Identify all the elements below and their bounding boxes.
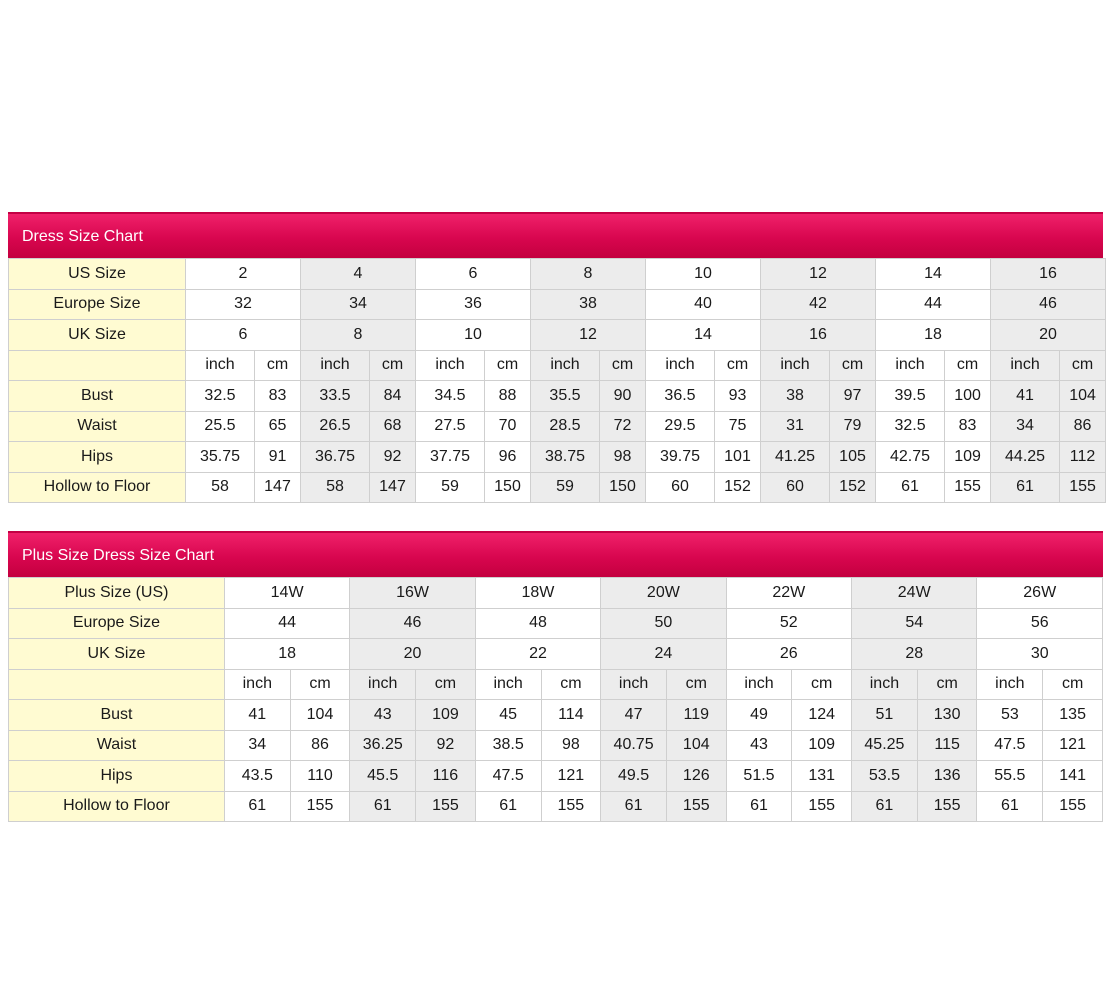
measurement-cell: 150	[485, 472, 531, 503]
measurement-cell: 53.5	[852, 761, 918, 792]
measurement-cell: 110	[290, 761, 350, 792]
row-label: Waist	[9, 730, 225, 761]
measurement-cell: 155	[917, 791, 977, 822]
size-cell: 22W	[726, 578, 851, 609]
measurement-cell: 135	[1043, 700, 1103, 731]
plus-size-table	[8, 577, 1103, 822]
measurement-cell: 97	[830, 381, 876, 412]
measurement-cell: 29.5	[646, 411, 715, 442]
size-cell: 26W	[977, 578, 1103, 609]
measurement-cell: 61	[876, 472, 945, 503]
measurement-cell: 131	[792, 761, 852, 792]
table-row	[9, 472, 1106, 503]
size-cell: 48	[475, 608, 600, 639]
measurement-cell: 91	[255, 442, 301, 473]
measurement-cell: 68	[370, 411, 416, 442]
size-cell: 16W	[350, 578, 475, 609]
measurement-cell: 41.25	[761, 442, 830, 473]
size-cell: 32	[186, 289, 301, 320]
measurement-cell: inch	[416, 350, 485, 381]
size-cell: 24	[601, 639, 726, 670]
measurement-cell: cm	[290, 669, 350, 700]
measurement-cell: 40.75	[601, 730, 667, 761]
measurement-cell: 32.5	[186, 381, 255, 412]
size-cell: 36	[416, 289, 531, 320]
measurement-cell: cm	[255, 350, 301, 381]
measurement-cell: 86	[290, 730, 350, 761]
measurement-cell: 36.5	[646, 381, 715, 412]
table-row	[9, 289, 1106, 320]
table-row	[9, 578, 1103, 609]
measurement-cell: 37.75	[416, 442, 485, 473]
size-cell: 16	[991, 259, 1106, 290]
measurement-cell: 92	[416, 730, 476, 761]
measurement-cell: 47.5	[475, 761, 541, 792]
table-row	[9, 730, 1103, 761]
size-cell: 20W	[601, 578, 726, 609]
size-cell: 46	[991, 289, 1106, 320]
row-label: Hips	[9, 442, 186, 473]
table-row	[9, 350, 1106, 381]
measurement-cell: 150	[600, 472, 646, 503]
measurement-cell: 155	[666, 791, 726, 822]
measurement-cell: 155	[792, 791, 852, 822]
measurement-cell: 42.75	[876, 442, 945, 473]
dress-size-table	[8, 258, 1106, 503]
size-cell: 44	[876, 289, 991, 320]
measurement-cell: inch	[991, 350, 1060, 381]
measurement-cell: 34	[224, 730, 290, 761]
size-cell: 26	[726, 639, 851, 670]
measurement-cell: inch	[977, 669, 1043, 700]
row-label: Hollow to Floor	[9, 472, 186, 503]
measurement-cell: 72	[600, 411, 646, 442]
size-cell: 10	[646, 259, 761, 290]
measurement-cell: 109	[792, 730, 852, 761]
measurement-cell: 88	[485, 381, 531, 412]
measurement-cell: 104	[290, 700, 350, 731]
measurement-cell: 43	[350, 700, 416, 731]
measurement-cell: inch	[646, 350, 715, 381]
measurement-cell: 90	[600, 381, 646, 412]
measurement-cell: cm	[600, 350, 646, 381]
table-row	[9, 259, 1106, 290]
size-cell: 50	[601, 608, 726, 639]
measurement-cell: 104	[666, 730, 726, 761]
measurement-cell: inch	[601, 669, 667, 700]
measurement-cell: 45	[475, 700, 541, 731]
measurement-cell: inch	[852, 669, 918, 700]
measurement-cell: 41	[224, 700, 290, 731]
size-cell: 28	[852, 639, 977, 670]
measurement-cell: cm	[830, 350, 876, 381]
size-cell: 20	[350, 639, 475, 670]
measurement-cell: 155	[416, 791, 476, 822]
measurement-cell: cm	[370, 350, 416, 381]
row-label: Plus Size (US)	[9, 578, 225, 609]
measurement-cell: 61	[224, 791, 290, 822]
size-cell: 14W	[224, 578, 349, 609]
table-row	[9, 791, 1103, 822]
measurement-cell: 155	[945, 472, 991, 503]
measurement-cell: cm	[416, 669, 476, 700]
size-cell: 30	[977, 639, 1103, 670]
measurement-cell: 58	[186, 472, 255, 503]
measurement-cell: inch	[186, 350, 255, 381]
size-cell: 24W	[852, 578, 977, 609]
measurement-cell: 47.5	[977, 730, 1043, 761]
measurement-cell: 65	[255, 411, 301, 442]
measurement-cell: inch	[475, 669, 541, 700]
table-row	[9, 320, 1106, 351]
size-cell: 56	[977, 608, 1103, 639]
measurement-cell: 116	[416, 761, 476, 792]
size-cell: 6	[186, 320, 301, 351]
measurement-cell: 83	[255, 381, 301, 412]
measurement-cell: inch	[876, 350, 945, 381]
measurement-cell: 147	[370, 472, 416, 503]
table-row	[9, 639, 1103, 670]
size-cell: 10	[416, 320, 531, 351]
row-label: Bust	[9, 381, 186, 412]
measurement-cell: 141	[1043, 761, 1103, 792]
measurement-cell: 35.5	[531, 381, 600, 412]
measurement-cell: 155	[1060, 472, 1106, 503]
measurement-cell: 147	[255, 472, 301, 503]
measurement-cell: 45.25	[852, 730, 918, 761]
measurement-cell: 36.75	[301, 442, 370, 473]
measurement-cell: 49	[726, 700, 792, 731]
measurement-cell: inch	[531, 350, 600, 381]
row-label	[9, 669, 225, 700]
measurement-cell: cm	[945, 350, 991, 381]
measurement-cell: 25.5	[186, 411, 255, 442]
measurement-cell: 130	[917, 700, 977, 731]
size-cell: 12	[761, 259, 876, 290]
measurement-cell: 83	[945, 411, 991, 442]
table-row	[9, 442, 1106, 473]
size-cell: 52	[726, 608, 851, 639]
plus-size-chart	[8, 531, 1103, 822]
size-cell: 8	[531, 259, 646, 290]
table-row	[9, 608, 1103, 639]
size-cell: 42	[761, 289, 876, 320]
measurement-cell: 115	[917, 730, 977, 761]
row-label: US Size	[9, 259, 186, 290]
measurement-cell: 86	[1060, 411, 1106, 442]
measurement-cell: 114	[541, 700, 601, 731]
table-row	[9, 669, 1103, 700]
measurement-cell: 34	[991, 411, 1060, 442]
measurement-cell: 39.5	[876, 381, 945, 412]
measurement-cell: 61	[350, 791, 416, 822]
size-cell: 20	[991, 320, 1106, 351]
table-row	[9, 381, 1106, 412]
size-cell: 18W	[475, 578, 600, 609]
measurement-cell: 45.5	[350, 761, 416, 792]
measurement-cell: 101	[715, 442, 761, 473]
row-label	[9, 350, 186, 381]
row-label: Waist	[9, 411, 186, 442]
measurement-cell: 51.5	[726, 761, 792, 792]
size-cell: 46	[350, 608, 475, 639]
measurement-cell: 121	[541, 761, 601, 792]
measurement-cell: 61	[601, 791, 667, 822]
row-label: Hips	[9, 761, 225, 792]
row-label: Europe Size	[9, 289, 186, 320]
measurement-cell: 100	[945, 381, 991, 412]
measurement-cell: 33.5	[301, 381, 370, 412]
measurement-cell: 36.25	[350, 730, 416, 761]
dress-size-chart	[8, 212, 1103, 503]
size-cell: 18	[224, 639, 349, 670]
measurement-cell: 61	[852, 791, 918, 822]
measurement-cell: 43.5	[224, 761, 290, 792]
size-cell: 14	[876, 259, 991, 290]
measurement-cell: 126	[666, 761, 726, 792]
size-cell: 54	[852, 608, 977, 639]
measurement-cell: 124	[792, 700, 852, 731]
measurement-cell: 155	[290, 791, 350, 822]
measurement-cell: 60	[646, 472, 715, 503]
measurement-cell: inch	[726, 669, 792, 700]
size-cell: 2	[186, 259, 301, 290]
row-label: UK Size	[9, 320, 186, 351]
size-cell: 44	[224, 608, 349, 639]
table-row	[9, 700, 1103, 731]
measurement-cell: 60	[761, 472, 830, 503]
measurement-cell: 44.25	[991, 442, 1060, 473]
measurement-cell: 47	[601, 700, 667, 731]
measurement-cell: 32.5	[876, 411, 945, 442]
row-label: Bust	[9, 700, 225, 731]
measurement-cell: cm	[485, 350, 531, 381]
measurement-cell: 105	[830, 442, 876, 473]
measurement-cell: 39.75	[646, 442, 715, 473]
measurement-cell: 58	[301, 472, 370, 503]
measurement-cell: 61	[475, 791, 541, 822]
measurement-cell: cm	[715, 350, 761, 381]
measurement-cell: 26.5	[301, 411, 370, 442]
measurement-cell: 98	[541, 730, 601, 761]
measurement-cell: 109	[416, 700, 476, 731]
measurement-cell: 61	[726, 791, 792, 822]
dress-size-chart-title: Dress Size Chart	[8, 212, 1103, 258]
measurement-cell: 27.5	[416, 411, 485, 442]
measurement-cell: 112	[1060, 442, 1106, 473]
size-cell: 6	[416, 259, 531, 290]
measurement-cell: 152	[715, 472, 761, 503]
measurement-cell: 59	[416, 472, 485, 503]
measurement-cell: 79	[830, 411, 876, 442]
measurement-cell: 152	[830, 472, 876, 503]
measurement-cell: 34.5	[416, 381, 485, 412]
measurement-cell: 70	[485, 411, 531, 442]
measurement-cell: 155	[541, 791, 601, 822]
measurement-cell: 109	[945, 442, 991, 473]
measurement-cell: 61	[977, 791, 1043, 822]
size-cell: 34	[301, 289, 416, 320]
measurement-cell: inch	[224, 669, 290, 700]
measurement-cell: 84	[370, 381, 416, 412]
measurement-cell: 98	[600, 442, 646, 473]
size-cell: 14	[646, 320, 761, 351]
measurement-cell: cm	[792, 669, 852, 700]
plus-size-chart-title: Plus Size Dress Size Chart	[8, 531, 1103, 577]
measurement-cell: inch	[761, 350, 830, 381]
measurement-cell: 53	[977, 700, 1043, 731]
measurement-cell: 38.75	[531, 442, 600, 473]
measurement-cell: 28.5	[531, 411, 600, 442]
measurement-cell: inch	[301, 350, 370, 381]
size-cell: 18	[876, 320, 991, 351]
size-cell: 4	[301, 259, 416, 290]
measurement-cell: 104	[1060, 381, 1106, 412]
measurement-cell: 51	[852, 700, 918, 731]
measurement-cell: 61	[991, 472, 1060, 503]
measurement-cell: cm	[1043, 669, 1103, 700]
measurement-cell: cm	[541, 669, 601, 700]
measurement-cell: 136	[917, 761, 977, 792]
size-cell: 40	[646, 289, 761, 320]
measurement-cell: 121	[1043, 730, 1103, 761]
measurement-cell: 43	[726, 730, 792, 761]
size-cell: 22	[475, 639, 600, 670]
measurement-cell: 155	[1043, 791, 1103, 822]
measurement-cell: 75	[715, 411, 761, 442]
table-row	[9, 411, 1106, 442]
measurement-cell: 49.5	[601, 761, 667, 792]
row-label: UK Size	[9, 639, 225, 670]
size-cell: 16	[761, 320, 876, 351]
measurement-cell: 55.5	[977, 761, 1043, 792]
size-cell: 12	[531, 320, 646, 351]
measurement-cell: cm	[1060, 350, 1106, 381]
measurement-cell: 119	[666, 700, 726, 731]
size-cell: 38	[531, 289, 646, 320]
measurement-cell: 93	[715, 381, 761, 412]
measurement-cell: 38.5	[475, 730, 541, 761]
measurement-cell: 41	[991, 381, 1060, 412]
measurement-cell: inch	[350, 669, 416, 700]
size-cell: 8	[301, 320, 416, 351]
measurement-cell: 35.75	[186, 442, 255, 473]
measurement-cell: 38	[761, 381, 830, 412]
measurement-cell: 31	[761, 411, 830, 442]
row-label: Europe Size	[9, 608, 225, 639]
measurement-cell: 96	[485, 442, 531, 473]
table-row	[9, 761, 1103, 792]
measurement-cell: cm	[917, 669, 977, 700]
measurement-cell: 59	[531, 472, 600, 503]
measurement-cell: cm	[666, 669, 726, 700]
row-label: Hollow to Floor	[9, 791, 225, 822]
measurement-cell: 92	[370, 442, 416, 473]
